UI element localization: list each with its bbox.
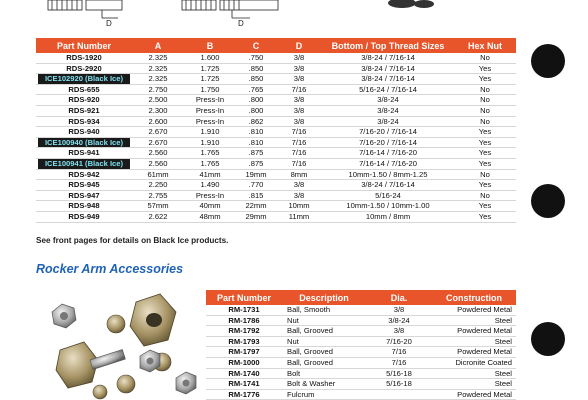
hex-cell: Yes bbox=[478, 74, 492, 84]
table-header-row bbox=[206, 290, 516, 305]
construction-cell: Steel bbox=[494, 336, 512, 346]
a-cell: 2.755 bbox=[148, 190, 168, 200]
diameter-cell: 5/16-18 bbox=[386, 368, 412, 378]
part-number-cell: RM-1740 bbox=[228, 368, 260, 378]
thread-cell: 10mm / 8mm bbox=[365, 211, 411, 221]
thread-cell: 7/16-20 / 7/16-14 bbox=[359, 137, 417, 147]
construction-cell: Powdered Metal bbox=[457, 389, 512, 399]
table-row bbox=[36, 84, 516, 95]
column-header: A bbox=[132, 38, 184, 53]
c-cell: 29mm bbox=[245, 211, 267, 221]
c-cell: .810 bbox=[248, 137, 264, 147]
table-row bbox=[206, 315, 516, 326]
rocker-parts-photo bbox=[40, 290, 200, 400]
description-cell: Bolt & Washer bbox=[287, 379, 336, 389]
a-cell: 2.622 bbox=[148, 211, 168, 221]
c-cell: .875 bbox=[248, 158, 264, 168]
table-row bbox=[206, 347, 516, 358]
a-cell: 2.560 bbox=[148, 148, 168, 158]
fulcrum-part bbox=[130, 294, 176, 346]
d-cell: 11mm bbox=[288, 211, 310, 221]
table-row bbox=[206, 389, 516, 400]
thread-cell: 3/8-24 / 7/16-14 bbox=[361, 74, 415, 84]
table-row bbox=[36, 148, 516, 159]
a-cell: 2.670 bbox=[148, 127, 168, 137]
c-cell: 22mm bbox=[245, 201, 267, 211]
description-cell: Bolt bbox=[287, 368, 301, 378]
b-cell: 41mm bbox=[199, 169, 221, 179]
column-header: Part Number bbox=[206, 290, 282, 305]
table-row bbox=[36, 180, 516, 191]
column-header: B bbox=[184, 38, 236, 53]
rocker-stud-table bbox=[36, 38, 516, 223]
b-cell: 1.725 bbox=[200, 74, 220, 84]
hex-cell: No bbox=[480, 53, 490, 62]
c-cell: .765 bbox=[248, 84, 264, 94]
table-row bbox=[206, 305, 516, 315]
column-header: Dia. bbox=[366, 290, 432, 305]
part-number-cell: RM-1000 bbox=[228, 357, 260, 367]
table-row bbox=[36, 95, 516, 106]
d-cell: 3/8 bbox=[293, 95, 305, 105]
table-row bbox=[36, 211, 516, 222]
hex-cell: No bbox=[480, 169, 490, 179]
part-number-cell: RDS-945 bbox=[68, 180, 100, 190]
column-header: D bbox=[276, 38, 322, 53]
dim-d-left: D bbox=[106, 19, 112, 28]
stud-photo-top bbox=[388, 0, 434, 8]
bullet-circle bbox=[531, 44, 565, 78]
table-row bbox=[206, 368, 516, 379]
d-cell: 7/16 bbox=[291, 137, 307, 147]
hex-cell: No bbox=[480, 95, 490, 105]
c-cell: 19mm bbox=[245, 169, 267, 179]
thread-cell: 10mm-1.50 / 8mm-1.25 bbox=[348, 169, 428, 179]
hex-cell: Yes bbox=[478, 148, 492, 158]
description-cell: Ball, Grooved bbox=[287, 347, 334, 357]
hex-cell: Yes bbox=[478, 201, 492, 211]
part-number-cell: RDS-940 bbox=[68, 127, 100, 137]
b-cell: 1.750 bbox=[200, 84, 220, 94]
construction-cell: Powdered Metal bbox=[457, 305, 512, 314]
d-cell: 10mm bbox=[288, 201, 310, 211]
thread-cell: 3/8-24 / 7/16-14 bbox=[361, 63, 415, 73]
d-cell: 3/8 bbox=[293, 190, 305, 200]
hex-cell: No bbox=[480, 84, 490, 94]
c-cell: .810 bbox=[248, 127, 264, 137]
hex-cell: No bbox=[480, 105, 490, 115]
black-ice-badge: ICE100940 (Black Ice) bbox=[38, 138, 130, 148]
b-cell: 1.910 bbox=[200, 137, 220, 147]
construction-cell: Powdered Metal bbox=[457, 326, 512, 336]
construction-cell: Steel bbox=[494, 379, 512, 389]
part-number-cell: RDS-655 bbox=[68, 84, 100, 94]
c-cell: .862 bbox=[248, 116, 264, 126]
diameter-cell: 7/16 bbox=[391, 347, 407, 357]
b-cell: 1.600 bbox=[200, 53, 220, 62]
part-number-cell: RDS-1920 bbox=[66, 53, 102, 62]
c-cell: .770 bbox=[248, 180, 264, 190]
b-cell: 1.490 bbox=[200, 180, 220, 190]
diameter-cell bbox=[366, 389, 432, 400]
a-cell: 2.325 bbox=[148, 53, 168, 62]
table-row bbox=[36, 190, 516, 201]
table-header-row bbox=[36, 38, 516, 53]
thread-cell: 10mm-1.50 / 10mm-1.00 bbox=[346, 201, 430, 211]
part-number-cell: RM-1793 bbox=[228, 336, 260, 346]
d-cell: 7/16 bbox=[291, 84, 307, 94]
rocker-accessories-table bbox=[206, 290, 516, 400]
b-cell: Press-In bbox=[195, 105, 225, 115]
d-cell: 3/8 bbox=[293, 53, 305, 62]
table-row bbox=[36, 105, 516, 116]
thread-cell: 5/16-24 bbox=[375, 190, 401, 200]
a-cell: 2.750 bbox=[148, 84, 168, 94]
part-number-cell: RM-1792 bbox=[228, 326, 260, 336]
stud-diagrams bbox=[0, 0, 588, 36]
d-cell: 7/16 bbox=[291, 127, 307, 137]
description-cell: Nut bbox=[287, 315, 299, 325]
diameter-cell: 3/8-24 bbox=[388, 315, 410, 325]
part-number-cell: RDS-949 bbox=[68, 211, 100, 221]
a-cell: 2.300 bbox=[148, 105, 168, 115]
diameter-cell: 7/16 bbox=[391, 357, 407, 367]
c-cell: .815 bbox=[248, 190, 264, 200]
thread-cell: 3/8-24 bbox=[377, 116, 399, 126]
hex-cell: Yes bbox=[478, 158, 492, 168]
diameter-cell: 3/8 bbox=[393, 305, 405, 314]
construction-cell: Steel bbox=[494, 315, 512, 325]
d-cell: 3/8 bbox=[293, 116, 305, 126]
a-cell: 2.560 bbox=[148, 158, 168, 168]
thread-cell: 7/16-14 / 7/16-20 bbox=[359, 148, 417, 158]
b-cell: Press-In bbox=[195, 95, 225, 105]
part-number-cell: RDS-934 bbox=[68, 116, 100, 126]
table-row bbox=[36, 74, 516, 85]
stud-diagram-right bbox=[182, 0, 278, 18]
section-title: Rocker Arm Accessories bbox=[36, 262, 184, 276]
hex-cell: No bbox=[480, 190, 490, 200]
thread-cell: 7/16-20 / 7/16-14 bbox=[359, 127, 417, 137]
column-header: C bbox=[236, 38, 276, 53]
part-number-cell: RM-1786 bbox=[228, 315, 260, 325]
construction-cell: Dicronite Coated bbox=[455, 357, 512, 367]
rocker-bolt-part bbox=[56, 342, 125, 388]
d-cell: 3/8 bbox=[293, 105, 305, 115]
a-cell: 57mm bbox=[147, 201, 169, 211]
description-cell: Nut bbox=[287, 336, 299, 346]
black-ice-badge: ICE102920 (Black Ice) bbox=[38, 74, 130, 84]
table-row bbox=[36, 169, 516, 180]
b-cell: 1.725 bbox=[200, 63, 220, 73]
a-cell: 2.250 bbox=[148, 180, 168, 190]
b-cell: 1.910 bbox=[200, 127, 220, 137]
diameter-cell: 7/16-20 bbox=[386, 336, 412, 346]
bullet-circle bbox=[531, 322, 565, 356]
c-cell: .800 bbox=[248, 105, 264, 115]
a-cell: 2.500 bbox=[148, 95, 168, 105]
dim-d-right: D bbox=[238, 19, 244, 28]
hex-cell: Yes bbox=[478, 63, 492, 73]
a-cell: 2.325 bbox=[148, 74, 168, 84]
d-cell: 7/16 bbox=[291, 158, 307, 168]
part-number-cell: RM-1776 bbox=[228, 389, 260, 399]
d-cell: 8mm bbox=[290, 169, 308, 179]
description-cell: Fulcrum bbox=[287, 389, 315, 399]
table-row bbox=[206, 336, 516, 347]
part-number-cell bbox=[36, 158, 132, 169]
part-number-cell: RDS-2920 bbox=[66, 63, 102, 73]
column-header: Part Number bbox=[36, 38, 132, 53]
construction-cell: Steel bbox=[494, 368, 512, 378]
d-cell: 7/16 bbox=[291, 148, 307, 158]
part-number-cell: RDS-921 bbox=[68, 105, 100, 115]
thread-cell: 3/8-24 / 7/16-14 bbox=[361, 180, 415, 190]
d-cell: 3/8 bbox=[293, 74, 305, 84]
table-row bbox=[206, 326, 516, 337]
hex-cell: Yes bbox=[478, 180, 492, 190]
b-cell: Press-In bbox=[195, 190, 225, 200]
hex-cell: Yes bbox=[478, 127, 492, 137]
diameter-cell: 5/16-18 bbox=[386, 379, 412, 389]
construction-cell: Powdered Metal bbox=[457, 347, 512, 357]
a-cell: 61mm bbox=[147, 169, 169, 179]
d-cell: 3/8 bbox=[293, 180, 305, 190]
hex-cell: Yes bbox=[478, 137, 492, 147]
part-number-cell bbox=[36, 74, 132, 85]
hex-cell: No bbox=[480, 116, 490, 126]
description-cell: Ball, Grooved bbox=[287, 357, 334, 367]
bullet-circle bbox=[531, 184, 565, 218]
table-row bbox=[206, 379, 516, 390]
column-header: Hex Nut bbox=[454, 38, 516, 53]
b-cell: Press-In bbox=[195, 116, 225, 126]
part-number-cell: RDS-948 bbox=[68, 201, 100, 211]
c-cell: .850 bbox=[248, 63, 264, 73]
stud-diagram-left bbox=[48, 0, 122, 18]
b-cell: 40mm bbox=[199, 201, 221, 211]
thread-cell: 5/16-24 / 7/16-14 bbox=[359, 84, 417, 94]
part-number-cell bbox=[36, 137, 132, 148]
part-number-cell: RM-1797 bbox=[228, 347, 260, 357]
table-row bbox=[206, 357, 516, 368]
thread-cell: 7/16-14 / 7/16-20 bbox=[359, 158, 417, 168]
table-row bbox=[36, 137, 516, 148]
part-number-cell: RDS-947 bbox=[68, 190, 100, 200]
part-number-cell: RDS-942 bbox=[68, 169, 100, 179]
d-cell: 3/8 bbox=[293, 63, 305, 73]
c-cell: .875 bbox=[248, 148, 264, 158]
b-cell: 48mm bbox=[199, 211, 221, 221]
table-row bbox=[36, 63, 516, 74]
thread-cell: 3/8-24 / 7/16-14 bbox=[361, 53, 415, 62]
part-number-cell: RM-1731 bbox=[228, 305, 260, 314]
table-row bbox=[36, 127, 516, 138]
hex-nut-part bbox=[52, 304, 76, 328]
a-cell: 2.600 bbox=[148, 116, 168, 126]
column-header: Description bbox=[282, 290, 366, 305]
column-header: Construction bbox=[432, 290, 516, 305]
a-cell: 2.670 bbox=[148, 137, 168, 147]
black-ice-badge: ICE100941 (Black Ice) bbox=[38, 159, 130, 169]
black-ice-note: See front pages for details on Black Ice products. bbox=[36, 236, 229, 245]
diameter-cell: 3/8 bbox=[393, 326, 405, 336]
part-number-cell: RDS-941 bbox=[68, 148, 100, 158]
column-header: Bottom / Top Thread Sizes bbox=[322, 38, 454, 53]
table-row bbox=[36, 158, 516, 169]
b-cell: 1.765 bbox=[200, 148, 220, 158]
description-cell: Ball, Smooth bbox=[287, 305, 331, 314]
table-row bbox=[36, 116, 516, 127]
c-cell: .800 bbox=[248, 95, 264, 105]
table-row bbox=[36, 53, 516, 63]
thread-cell: 3/8-24 bbox=[377, 95, 399, 105]
c-cell: .850 bbox=[248, 74, 264, 84]
a-cell: 2.325 bbox=[148, 63, 168, 73]
description-cell: Ball, Grooved bbox=[287, 326, 334, 336]
thread-cell: 3/8-24 bbox=[377, 105, 399, 115]
part-number-cell: RM-1741 bbox=[228, 379, 260, 389]
hex-cell: Yes bbox=[478, 211, 492, 221]
part-number-cell: RDS-920 bbox=[68, 95, 100, 105]
table-row bbox=[36, 201, 516, 212]
c-cell: .750 bbox=[248, 53, 264, 62]
b-cell: 1.765 bbox=[200, 158, 220, 168]
